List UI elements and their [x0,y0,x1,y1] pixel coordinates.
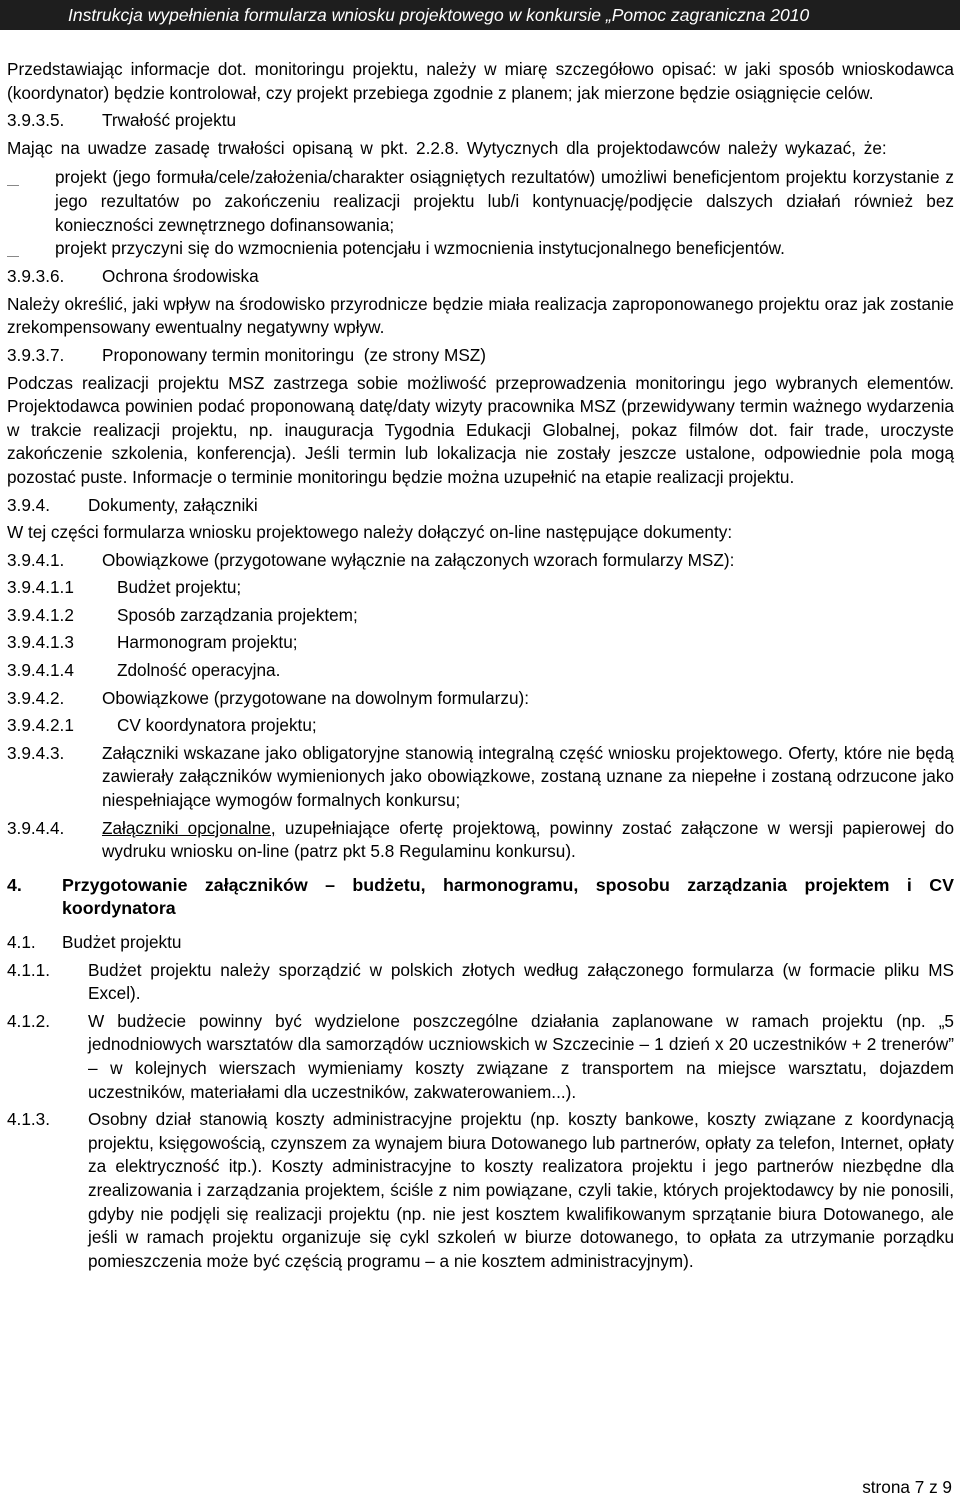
header-title: Instrukcja wypełnienia formularza wniosku projektowego w konkursie „Pomoc zagraniczna 2010 [68,5,810,25]
section-number: 3.9.3.6. [7,266,65,287]
bullet-item [7,166,954,237]
section-text: Załączniki wskazane jako obligatoryjne stanowią integralną część wniosku projektowego. Oferty, które nie będą zawierały załączników wymienionych jako obowiązkowe, zostaną uznane za niepełne i zostaną odrzucone jako niespełniające wymogów formalnych konkursu; [102,742,954,811]
item-title: Zdolność operacyjna. [117,660,281,681]
section-3-9-3-6 [7,265,954,289]
bullet-text: projekt (jego formuła/cele/założenia/charakter osiągniętych rezultatów) umożliwi beneficjentom projektu korzystanie z jego rezultatów po zakończeniu realizacji projektu lub/i kontynuację/podjęcie dalszych działań również bez konieczności zewnętrznego dofinansowania; [55,167,954,235]
item-title: Harmonogram projektu; [117,632,298,653]
section-text: W budżecie powinny być wydzielone poszczególne działania zaplanowane w ramach projektu (np. „5 jednodniowych warsztatów dla samorządów uczniowskich w Szczecinie – 1 dzień x 20 uczestników + 2 trenerów” – w kolejnych wierszach wymieniamy koszty związane z transportem na miejsce warsztatu, dojazdem uczestników, materiałami dla uczestników, zakwaterowaniem...). [88,1010,954,1102]
list-item [7,714,954,738]
section-number: 4.1.2. [7,1010,51,1031]
section-number: 3.9.3.7. [7,344,65,365]
section-title: Obowiązkowe (przygotowane na dowolnym formularzu): [102,687,530,708]
section-3-9-3-5 [7,109,954,133]
list-item [7,576,954,600]
section-4-1-1 [7,959,954,1006]
section-number: 4.1.1. [7,959,51,980]
section-number: 3.9.4.4. [7,817,65,838]
section-title: Ochrona środowiska [102,266,259,287]
section-number: 3.9.4.2. [7,687,65,708]
section-text: Budżet projektu należy sporządzić w polskich złotych według załączonego formularza (w formacie pliku MS Excel). [88,959,954,1004]
section-text: Osobny dział stanowią koszty administracyjne projektu (np. koszty bankowe, koszty związane z koordynacją projektu, księgowością, czynszem za wynajem biura Dotowanego lub partnerów, opłaty za telefon, Internet, opłaty za elektryczność itp.). Koszty administracyjne to koszty realizatora projektu i jego partnerów niezbędne dla zrealizowania i zarządzania projektem, ściśle z nim powiązane, czyli takie, których projektodawcy by nie ponosili, gdyby nie podjęli się realizacji projektu (np. nie jest kosztem kwalifikowanym sprzątanie biura Dotowanego, ale jeśli w ramach projektu organizuje się cykl szkoleń w biurze dotowanego, to opłata za utrzymanie porządku pomieszczenia może być częścią programu – a nie kosztem administracyjnym). [88,1109,954,1271]
chapter-number: 4. [7,874,22,895]
bullet-item [7,237,954,261]
item-number: 3.9.4.1.2 [7,604,74,625]
item-title: Budżet projektu; [117,577,242,598]
bullet-text: projekt przyczyni się do wzmocnienia potencjału i wzmocnienia instytucjonalnego beneficjentów. [55,238,785,259]
dash-bullet [7,166,55,190]
section-number: 4.1.3. [7,1109,51,1130]
chapter-4-heading [7,874,954,921]
section-3-9-3-7 [7,344,954,368]
chapter-title: Przygotowanie załączników – budżetu, harmonogramu, sposobu zarządzania projektem i CV koordynatora [62,874,954,919]
page-number: strona 7 z 9 [862,1477,952,1497]
document-header [0,0,960,30]
section-title: Trwałość projektu [102,110,237,131]
list-item [7,631,954,655]
section-title: Budżet projektu [62,932,182,952]
section-number: 3.9.4.3. [7,742,65,763]
section-4-1-3 [7,1108,954,1273]
section-text [102,817,954,864]
section-3-9-4 [7,494,954,518]
section-4-1 [7,931,954,955]
item-title: CV koordynatora projektu; [117,715,317,736]
section-3-9-4-2 [7,687,954,711]
section-number: 3.9.3.5. [7,110,65,131]
item-title: Sposób zarządzania projektem; [117,604,358,625]
item-number: 3.9.4.1.4 [7,660,74,681]
section-3-9-4-4 [7,817,954,864]
document-body [7,58,954,1273]
section-number: 3.9.4. [7,494,51,515]
item-number: 3.9.4.2.1 [7,715,74,736]
item-number: 3.9.4.1.1 [7,577,74,598]
underlined-phrase: Załączniki opcjonalne, [102,817,276,838]
section-paragraph: Mając na uwadze zasadę trwałości opisaną w pkt. 2.2.8. Wytycznych dla projektodawców należy wykazać, że: [7,137,887,158]
item-number: 3.9.4.1.3 [7,632,74,653]
section-paragraph: Należy określić, jaki wpływ na środowisko przyrodnicze będzie miała realizacja zaproponowanego projektu oraz jak zostanie zrekompensowany ewentualny negatywny wpływ. [7,293,954,338]
section-text-rest: uzupełniające ofertę projektową, powinny zostać załączone w wersji papierowej do wydruku wniosku on-line (patrz pkt 5.8 Regulaminu konkursu). [102,817,955,862]
section-4-1-2 [7,1010,954,1104]
section-paragraph: W tej części formularza wniosku projektowego należy dołączyć on-line następujące dokumenty: [7,522,733,543]
intro-paragraph: Przedstawiając informacje dot. monitoringu projektu, należy w miarę szczegółowo opisać: w jaki sposób wnioskodawca (koordynator) będzie kontrolował, czy projekt przebiega zgodnie z planem; jak mierzone będzie osiągnięcie celów. [7,59,954,103]
section-3-9-4-3 [7,742,954,813]
section-title: Obowiązkowe (przygotowane wyłącznie na załączonych wzorach formularzy MSZ): [102,549,735,570]
section-title: Proponowany termin monitoringu (ze strony MSZ) [102,344,486,365]
section-paragraph: Podczas realizacji projektu MSZ zastrzega sobie możliwość przeprowadzenia monitoringu jego wybranych elementów. Projektodawca powinien podać proponowaną datę/daty wizyty pracownika MSZ (przewidywany termin ważnego wydarzenia w trakcie realizacji projektu, np. inauguracja Tygodnia Edukacji Globalnej, pokaz filmów dot. fair trade, uroczyste zakończenie szkolenia, konferencja). Jeśli termin lub lokalizacja nie zostały jeszcze ustalone, odpowiednie pola mogą pozostać puste. Informacje o terminie monitoringu będzie można uzupełnić na etapie realizacji projektu. [7,372,954,487]
dash-bullet [7,237,55,261]
list-item [7,604,954,628]
section-3-9-4-1 [7,549,954,573]
section-number: 4.1. [7,932,36,952]
section-number: 3.9.4.1. [7,549,65,570]
section-title: Dokumenty, załączniki [88,494,258,515]
list-item [7,659,954,683]
